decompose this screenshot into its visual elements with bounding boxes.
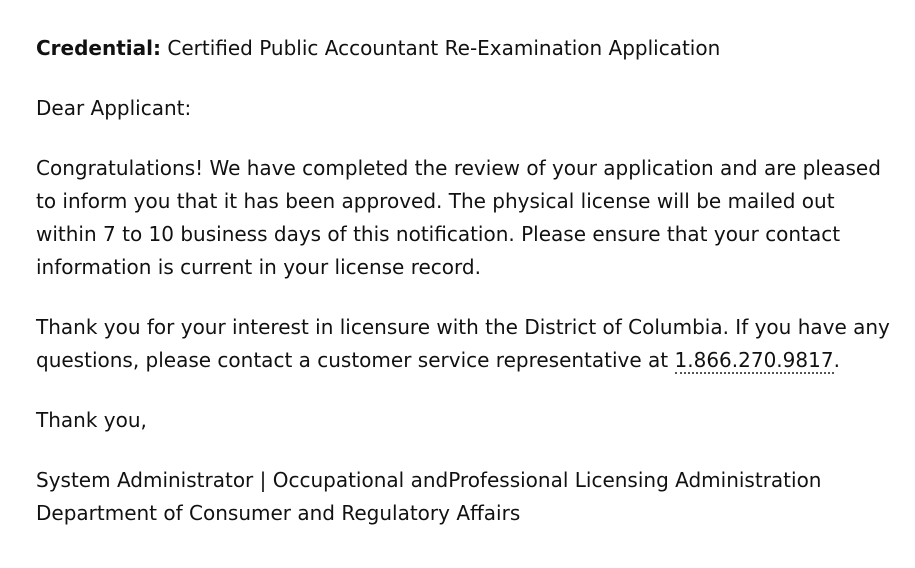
greeting: Dear Applicant:	[36, 96, 192, 120]
signature-line-1: System Administrator | Occupational andProfessional Licensing Administration	[36, 468, 822, 492]
signature-block	[36, 464, 896, 530]
signature-line-2: Department of Consumer and Regulatory Affairs	[36, 501, 521, 525]
closing: Thank you,	[36, 408, 147, 432]
contact-text: Thank you for your interest in licensure with the District of Columbia. If you have any questions, please contact a customer service representative at	[36, 315, 890, 372]
approval-paragraph: Congratulations! We have completed the review of your application and are pleased to inform you that it has been approved. The physical license will be mailed out within 7 to 10 business days of this notification. Please ensure that your contact information is current in your license record.	[36, 156, 881, 279]
credential-value: Certified Public Accountant Re-Examination Application	[167, 36, 721, 60]
phone-number-link[interactable]: 1.866.270.9817	[674, 348, 834, 372]
credential-line	[36, 32, 896, 65]
contact-paragraph	[36, 311, 896, 377]
email-message	[36, 32, 896, 557]
credential-label: Credential:	[36, 36, 161, 60]
contact-text-end: .	[833, 348, 840, 372]
